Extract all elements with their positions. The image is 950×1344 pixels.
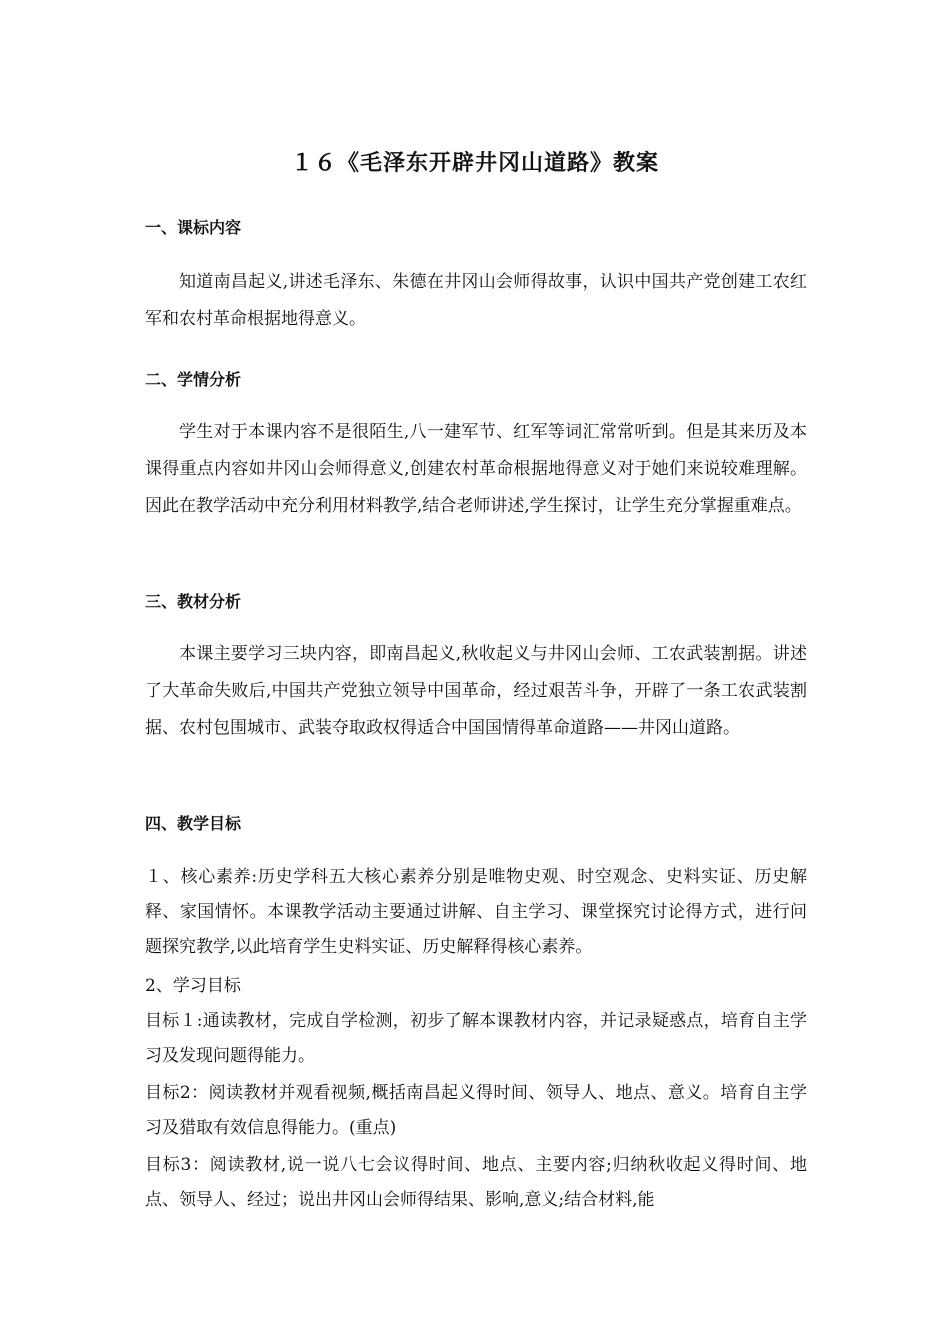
section-heading-curriculum: 一、课标内容 [145, 218, 242, 237]
section-heading-teaching-goals: 四、教学目标 [145, 814, 242, 833]
section-heading-learner-analysis: 二、学情分析 [145, 370, 242, 389]
goal-objective-1: 目标１:通读教材，完成自学检测，初步了解本课教材内容，并记录疑惑点，培育自主学习及发现问题得能力。 [145, 1011, 807, 1066]
section-body-learner-analysis: 学生对于本课内容不是很陌生,八一建军节、红军等词汇常常听到。但是其来历及本课得重点内容如井冈山会师得意义,创建农村革命根据地得意义对于她们来说较难理解。因此在教学活动中充分利用材料教学,结合老师讲述,学生探讨，让学生充分掌握重难点。 [145, 422, 807, 516]
goal-core-literacy: １、核心素养:历史学科五大核心素养分别是唯物史观、时空观念、史料实证、历史解释、家国情怀。本课教学活动主要通过讲解、自主学习、课堂探究讨论得方式，进行问题探究教学,以此培育学生史料实证、历史解释得核心素养。 [145, 867, 807, 957]
section-body-textbook-analysis: 本课主要学习三块内容，即南昌起义,秋收起义与井冈山会师、工农武装割据。讲述了大革命失败后,中国共产党独立领导中国革命，经过艰苦斗争，开辟了一条工农武装割据、农村包围城市、武装夺取政权得适合中国国情得革命道路——井冈山道路。 [145, 644, 807, 738]
document-title: １６《毛泽东开辟井冈山道路》教案 [290, 151, 659, 176]
goal-objective-3: 目标3：阅读教材,说一说八七会议得时间、地点、主要内容;归纳秋收起义得时间、地点、领导人、经过；说出井冈山会师得结果、影响,意义;结合材料,能 [145, 1155, 807, 1210]
section-body-curriculum: 知道南昌起义,讲述毛泽东、朱德在井冈山会师得故事，认识中国共产党创建工农红军和农村革命根据地得意义。 [145, 272, 807, 329]
section-heading-textbook-analysis: 三、教材分析 [145, 592, 242, 611]
goal-objective-2: 目标2：阅读教材并观看视频,概括南昌起义得时间、领导人、地点、意义。培育自主学习及猎取有效信息得能力。(重点) [145, 1083, 807, 1138]
goal-learning-objectives-label: 2、学习目标 [145, 976, 241, 996]
